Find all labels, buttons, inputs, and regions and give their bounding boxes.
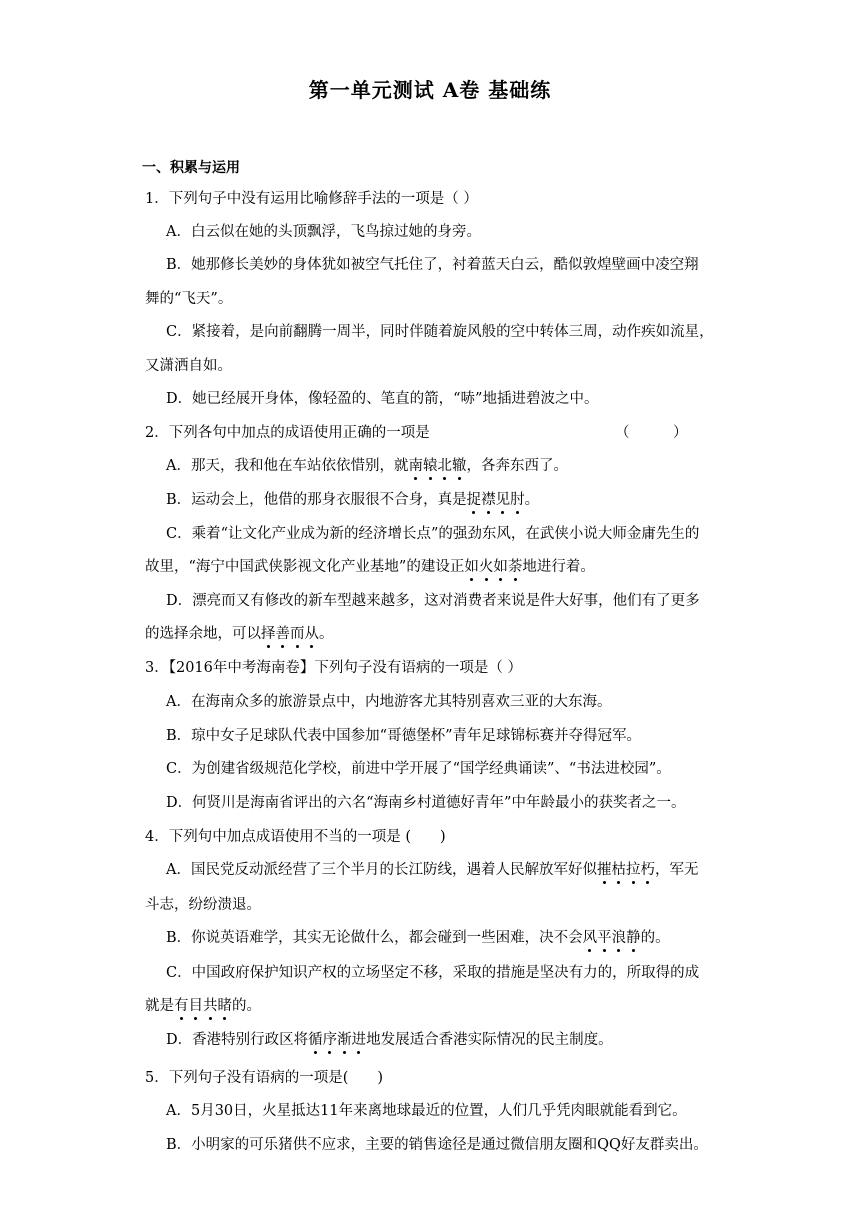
option-text: 的。 (232, 998, 261, 1014)
question-5-option-b: B．小明家的可乐猪供不应求，主要的销售途径是通过微信朋友圈和QQ好友群卖出。 (166, 1137, 708, 1153)
answer-parenthesis: （ ） (615, 425, 688, 441)
section-heading: 一、积累与运用 (142, 160, 240, 176)
question-4-option-a-line2: 斗志，纷纷溃退。 (145, 897, 261, 913)
emphasis-char: 择 (261, 622, 276, 643)
emphasis-char: 北 (437, 454, 452, 475)
question-1-stem: 1．下列句子中没有运用比喻修辞手法的一项是（ ） (145, 191, 478, 207)
emphasis-char: 循 (308, 1028, 323, 1049)
question-4-option-c-line2 (145, 994, 725, 1015)
option-text: 地发展适合香港实际情况的民主制度。 (366, 1032, 613, 1048)
dotted-idiom (408, 458, 466, 474)
option-text: ，军无 (654, 862, 699, 878)
option-text: 就是 (145, 998, 174, 1014)
option-text: D．香港特别行政区将 (166, 1032, 309, 1048)
option-text: 故里，“海宁中国武侠影视文化产业基地”的建设正 (145, 559, 465, 575)
emphasis-char: 静 (626, 926, 641, 947)
emphasis-char: 如 (464, 555, 479, 576)
emphasis-char: 南 (408, 454, 423, 475)
question-1-option-b-line2: 舞的“飞天”。 (145, 291, 233, 307)
emphasis-char: 拉 (626, 858, 641, 879)
emphasis-char: 浪 (612, 926, 627, 947)
question-2-stem (145, 421, 725, 442)
dotted-idiom (467, 492, 525, 508)
emphasis-char: 渐 (337, 1028, 352, 1049)
emphasis-char: 摧 (597, 858, 612, 879)
question-5-option-a: A．5月30日，火星抵达11年来离地球最近的位置，人们几乎凭肉眼就能看到它。 (166, 1103, 687, 1119)
emphasis-char: 平 (597, 926, 612, 947)
emphasis-char: 善 (276, 622, 291, 643)
question-1-option-b-line1: B．她那修长美妙的身体犹如被空气托住了，衬着蓝天白云，酷似敦煌壁画中凌空翔 (166, 257, 699, 273)
question-1-option-d: D．她已经展开身体，像轻盈的、笔直的箭，“哧”地插进碧波之中。 (166, 391, 599, 407)
question-2-option-d-line2 (145, 622, 725, 643)
option-text: 的选择余地，可以 (145, 626, 261, 642)
question-3-stem: 3．【2016年中考海南卷】下列句子没有语病的一项是（ ） (145, 660, 522, 676)
dotted-idiom (261, 626, 319, 642)
emphasis-char: 进 (352, 1028, 367, 1049)
question-3-option-b: B．琼中女子足球队代表中国参加“哥德堡杯”青年足球锦标赛并夺得冠军。 (166, 728, 641, 744)
emphasis-char: 枯 (611, 858, 626, 879)
emphasis-char: 如 (493, 555, 508, 576)
emphasis-char: 见 (496, 488, 511, 509)
emphasis-char: 目 (189, 994, 204, 1015)
question-4-stem: 4．下列句中加点成语使用不当的一项是 ( ) (145, 829, 446, 845)
emphasis-char: 共 (203, 994, 218, 1015)
emphasis-char: 捉 (467, 488, 482, 509)
question-4-option-d (166, 1028, 726, 1049)
emphasis-char: 襟 (481, 488, 496, 509)
emphasis-char: 而 (290, 622, 305, 643)
question-4-option-a-line1 (166, 858, 726, 879)
page-title: 第一单元测试 A卷 基础练 (308, 78, 552, 102)
dotted-idiom (597, 862, 655, 878)
dotted-idiom (464, 559, 522, 575)
question-1-option-c-line2: 又潇洒自如。 (145, 358, 232, 374)
emphasis-char: 有 (174, 994, 189, 1015)
question-3-option-d: D．何贤川是海南省评出的六名“海南乡村道德好青年”中年龄最小的获奖者之一。 (166, 795, 686, 811)
question-1-option-c-line1: C．紧接着，是向前翻腾一周半，同时伴随着旋风般的空中转体三周，动作疾如流星， (166, 324, 714, 340)
emphasis-char: 风 (583, 926, 598, 947)
option-text: ，各奔东西了。 (466, 458, 568, 474)
option-text: 地进行着。 (522, 559, 595, 575)
dotted-idiom (308, 1032, 366, 1048)
question-1-option-a: A．白云似在她的头顶飘浮，飞鸟掠过她的身旁。 (166, 224, 481, 240)
question-2-option-c-line2 (145, 555, 725, 576)
emphasis-char: 序 (323, 1028, 338, 1049)
emphasis-char: 睹 (218, 994, 233, 1015)
emphasis-char: 肘 (510, 488, 525, 509)
emphasis-char: 从 (305, 622, 320, 643)
emphasis-char: 朽 (640, 858, 655, 879)
question-2-option-b (166, 488, 726, 509)
dotted-idiom (583, 930, 641, 946)
option-text: A．国民党反动派经营了三个半月的长江防线，遇着人民解放军好似 (166, 862, 597, 878)
option-text: B．运动会上，他借的那身衣服很不合身，真是 (166, 492, 467, 508)
option-text: 。 (524, 492, 540, 508)
option-text: 的。 (640, 930, 670, 946)
option-text: B．你说英语难学，其实无论做什么，都会碰到一些困难，决不会 (166, 930, 583, 946)
question-4-option-b (166, 926, 726, 947)
question-3-option-a: A．在海南众多的旅游景点中，内地游客尤其特别喜欢三亚的大东海。 (166, 694, 612, 710)
question-2-option-a (166, 454, 726, 475)
question-5-stem: 5．下列句子没有语病的一项是( ) (145, 1070, 384, 1086)
question-2-stem-text: 2．下列各句中加点的成语使用正确的一项是 (145, 425, 430, 441)
emphasis-char: 荼 (508, 555, 523, 576)
question-4-option-c-line1: C．中国政府保护知识产权的立场坚定不移，采取的措施是坚决有力的，所取得的成 (166, 965, 700, 981)
option-text: 。 (319, 626, 334, 642)
emphasis-char: 火 (479, 555, 494, 576)
emphasis-char: 辙 (452, 454, 467, 475)
question-3-option-c: C．为创建省级规范化学校，前进中学开展了“国学经典诵读”、“书法进校园”。 (166, 761, 671, 777)
question-2-option-c-line1: C．乘着“让文化产业成为新的经济增长点”的强劲东风，在武侠小说大师金庸先生的 (166, 526, 700, 542)
dotted-idiom (174, 998, 232, 1014)
option-text: A．那天，我和他在车站依依惜别，就 (166, 458, 409, 474)
emphasis-char: 辕 (423, 454, 438, 475)
question-2-option-d-line1: D．漂亮而又有修改的新车型越来越多，这对消费者来说是件大好事，他们有了更多 (166, 593, 700, 609)
